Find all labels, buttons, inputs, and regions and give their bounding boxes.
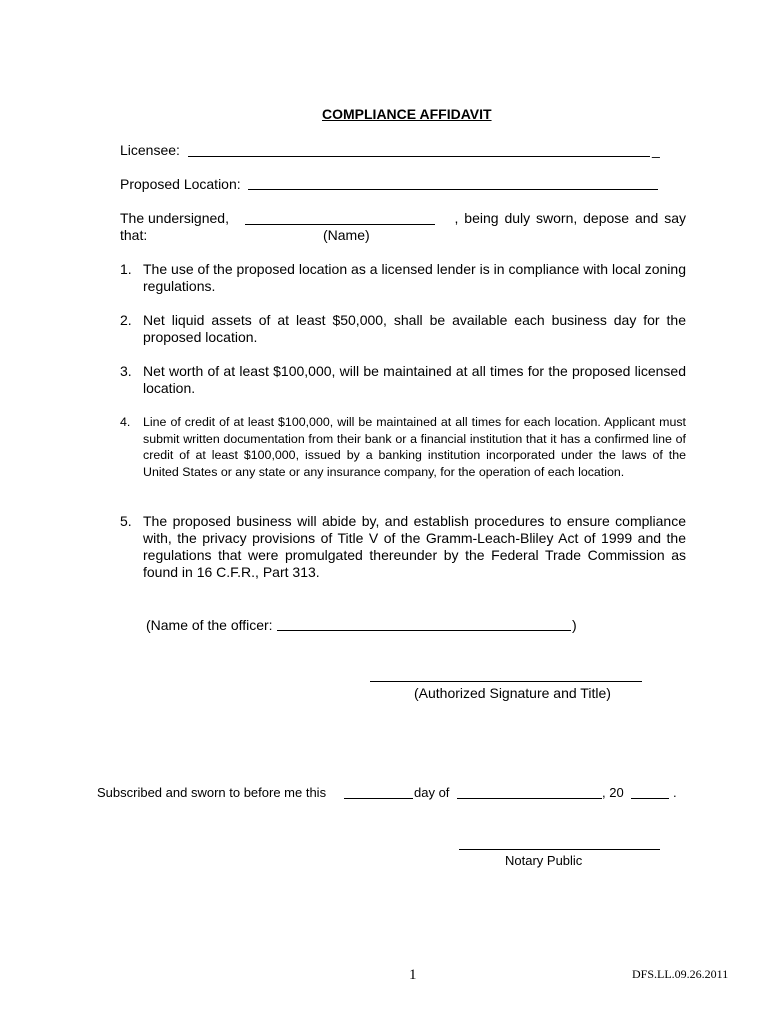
page-number: 1 — [409, 967, 417, 983]
item-text: Net liquid assets of at least $50,000, shall be available each business day for the proposed location. — [143, 312, 686, 345]
proposed-location-label: Proposed Location: — [120, 176, 241, 192]
sworn-comma-20: , 20 — [602, 785, 624, 800]
page-title: COMPLIANCE AFFIDAVIT — [322, 106, 492, 122]
officer-name-field[interactable] — [277, 630, 571, 631]
sworn-month-field[interactable] — [457, 798, 602, 799]
item-number: 2. — [120, 312, 132, 328]
licensee-label: Licensee: — [120, 142, 180, 158]
list-item — [120, 261, 686, 295]
item-number: 5. — [120, 513, 132, 529]
that-text: that: — [120, 227, 148, 243]
undersigned-prefix: The undersigned, — [120, 210, 229, 226]
sworn-day-field[interactable] — [344, 798, 413, 799]
officer-label: (Name of the officer: — [146, 617, 273, 633]
licensee-trail: _ — [652, 142, 660, 158]
item-text: The use of the proposed location as a licensed lender is in compliance with local zoning regulations. — [143, 261, 686, 294]
item-text: The proposed business will abide by, and establish procedures to ensure compliance with, the privacy provisions of Title V of the Gramm-Leach-Bliley Act of 1999 and the regulations that were promulgated thereunder by the Federal Trade Commission as found in 16 C.F.R., Part 313. — [143, 513, 686, 580]
signature-caption: (Authorized Signature and Title) — [414, 685, 611, 701]
signature-line[interactable] — [370, 681, 642, 682]
list-item — [120, 414, 686, 480]
item-text: Net worth of at least $100,000, will be maintained at all times for the proposed licensed location. — [143, 363, 686, 396]
notary-caption: Notary Public — [505, 853, 583, 868]
item-number: 4. — [120, 415, 131, 429]
sworn-day-of: day of — [414, 785, 450, 800]
name-caption: (Name) — [323, 227, 370, 243]
sworn-prefix: Subscribed and sworn to before me this — [97, 785, 327, 800]
sworn-year-field[interactable] — [631, 798, 669, 799]
item-number: 3. — [120, 363, 132, 379]
list-item — [120, 363, 686, 397]
licensee-field[interactable] — [188, 156, 650, 157]
item-number: 1. — [120, 261, 132, 277]
list-item — [120, 312, 686, 346]
proposed-location-field[interactable] — [248, 189, 658, 190]
notary-signature-line[interactable] — [459, 849, 660, 850]
form-id: DFS.LL.09.26.2011 — [632, 967, 729, 981]
officer-close-paren: ) — [572, 617, 577, 633]
item-text: Line of credit of at least $100,000, will be maintained at all times for each location. Applicant must submit written documentation from their bank or a financial institution that it has a confirmed line of credit of at least $100,000, issued by a banking institution incorporated under the laws of the United States or any state or any insurance company, for the operation of each location. — [143, 415, 686, 479]
undersigned-name-field[interactable] — [245, 224, 435, 225]
sworn-period: . — [673, 785, 677, 800]
undersigned-suffix: , being duly sworn, depose and say — [454, 210, 686, 226]
list-item — [120, 513, 686, 581]
